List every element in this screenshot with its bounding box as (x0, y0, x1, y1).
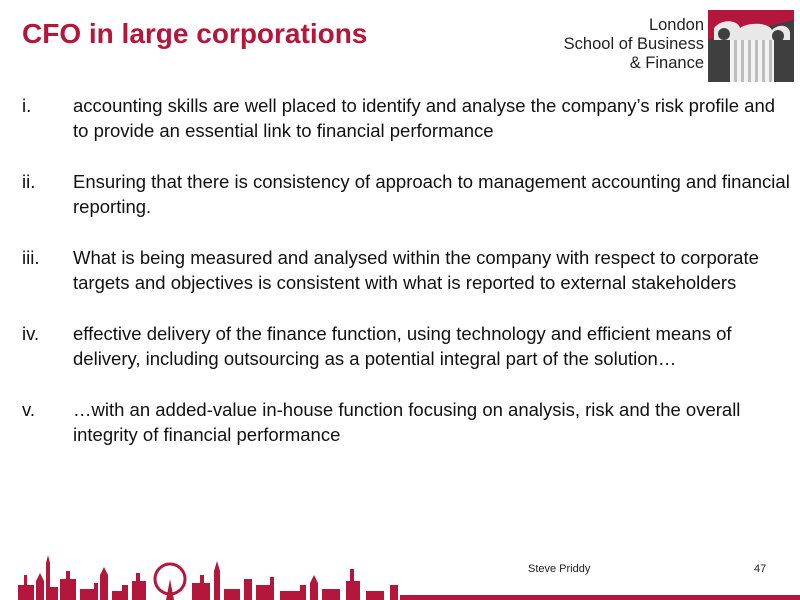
logo-line-3: & Finance (629, 54, 704, 72)
bullet-list (22, 93, 792, 447)
list-item (22, 321, 792, 371)
list-item (22, 245, 792, 295)
item-text: Ensuring that there is consistency of approach to management accounting and financial reporting. (73, 171, 790, 217)
list-item (22, 169, 792, 219)
logo-line-2: School of Business (563, 35, 704, 53)
item-number: i. (22, 95, 32, 116)
item-number: ii. (22, 171, 36, 192)
list-item (22, 397, 792, 447)
slide-title: CFO in large corporations (22, 18, 368, 49)
school-logo (560, 10, 795, 82)
list-item (22, 93, 792, 143)
item-text: effective delivery of the finance function, using technology and efficient means of delivery, including outsourcing as a potential integral part of the solution… (73, 323, 732, 369)
footer-author: Steve Priddy (528, 563, 591, 575)
pillar-logo-icon (708, 10, 794, 82)
logo-text (564, 16, 704, 73)
item-text: What is being measured and analysed within the company with respect to corporate targets and objectives is consistent with what is reported to external stakeholders (73, 247, 759, 293)
logo-line-1: London (648, 16, 704, 34)
london-skyline-icon (0, 545, 800, 600)
item-number: v. (22, 399, 36, 420)
item-number: iii. (22, 247, 40, 268)
item-text: …with an added-value in-house function focusing on analysis, risk and the overall integrity of financial performance (73, 399, 741, 445)
page-number: 47 (754, 563, 767, 575)
item-text: accounting skills are well placed to identify and analyse the company’s risk profile and to provide an essential link to financial performance (73, 95, 776, 141)
item-number: iv. (22, 323, 40, 344)
